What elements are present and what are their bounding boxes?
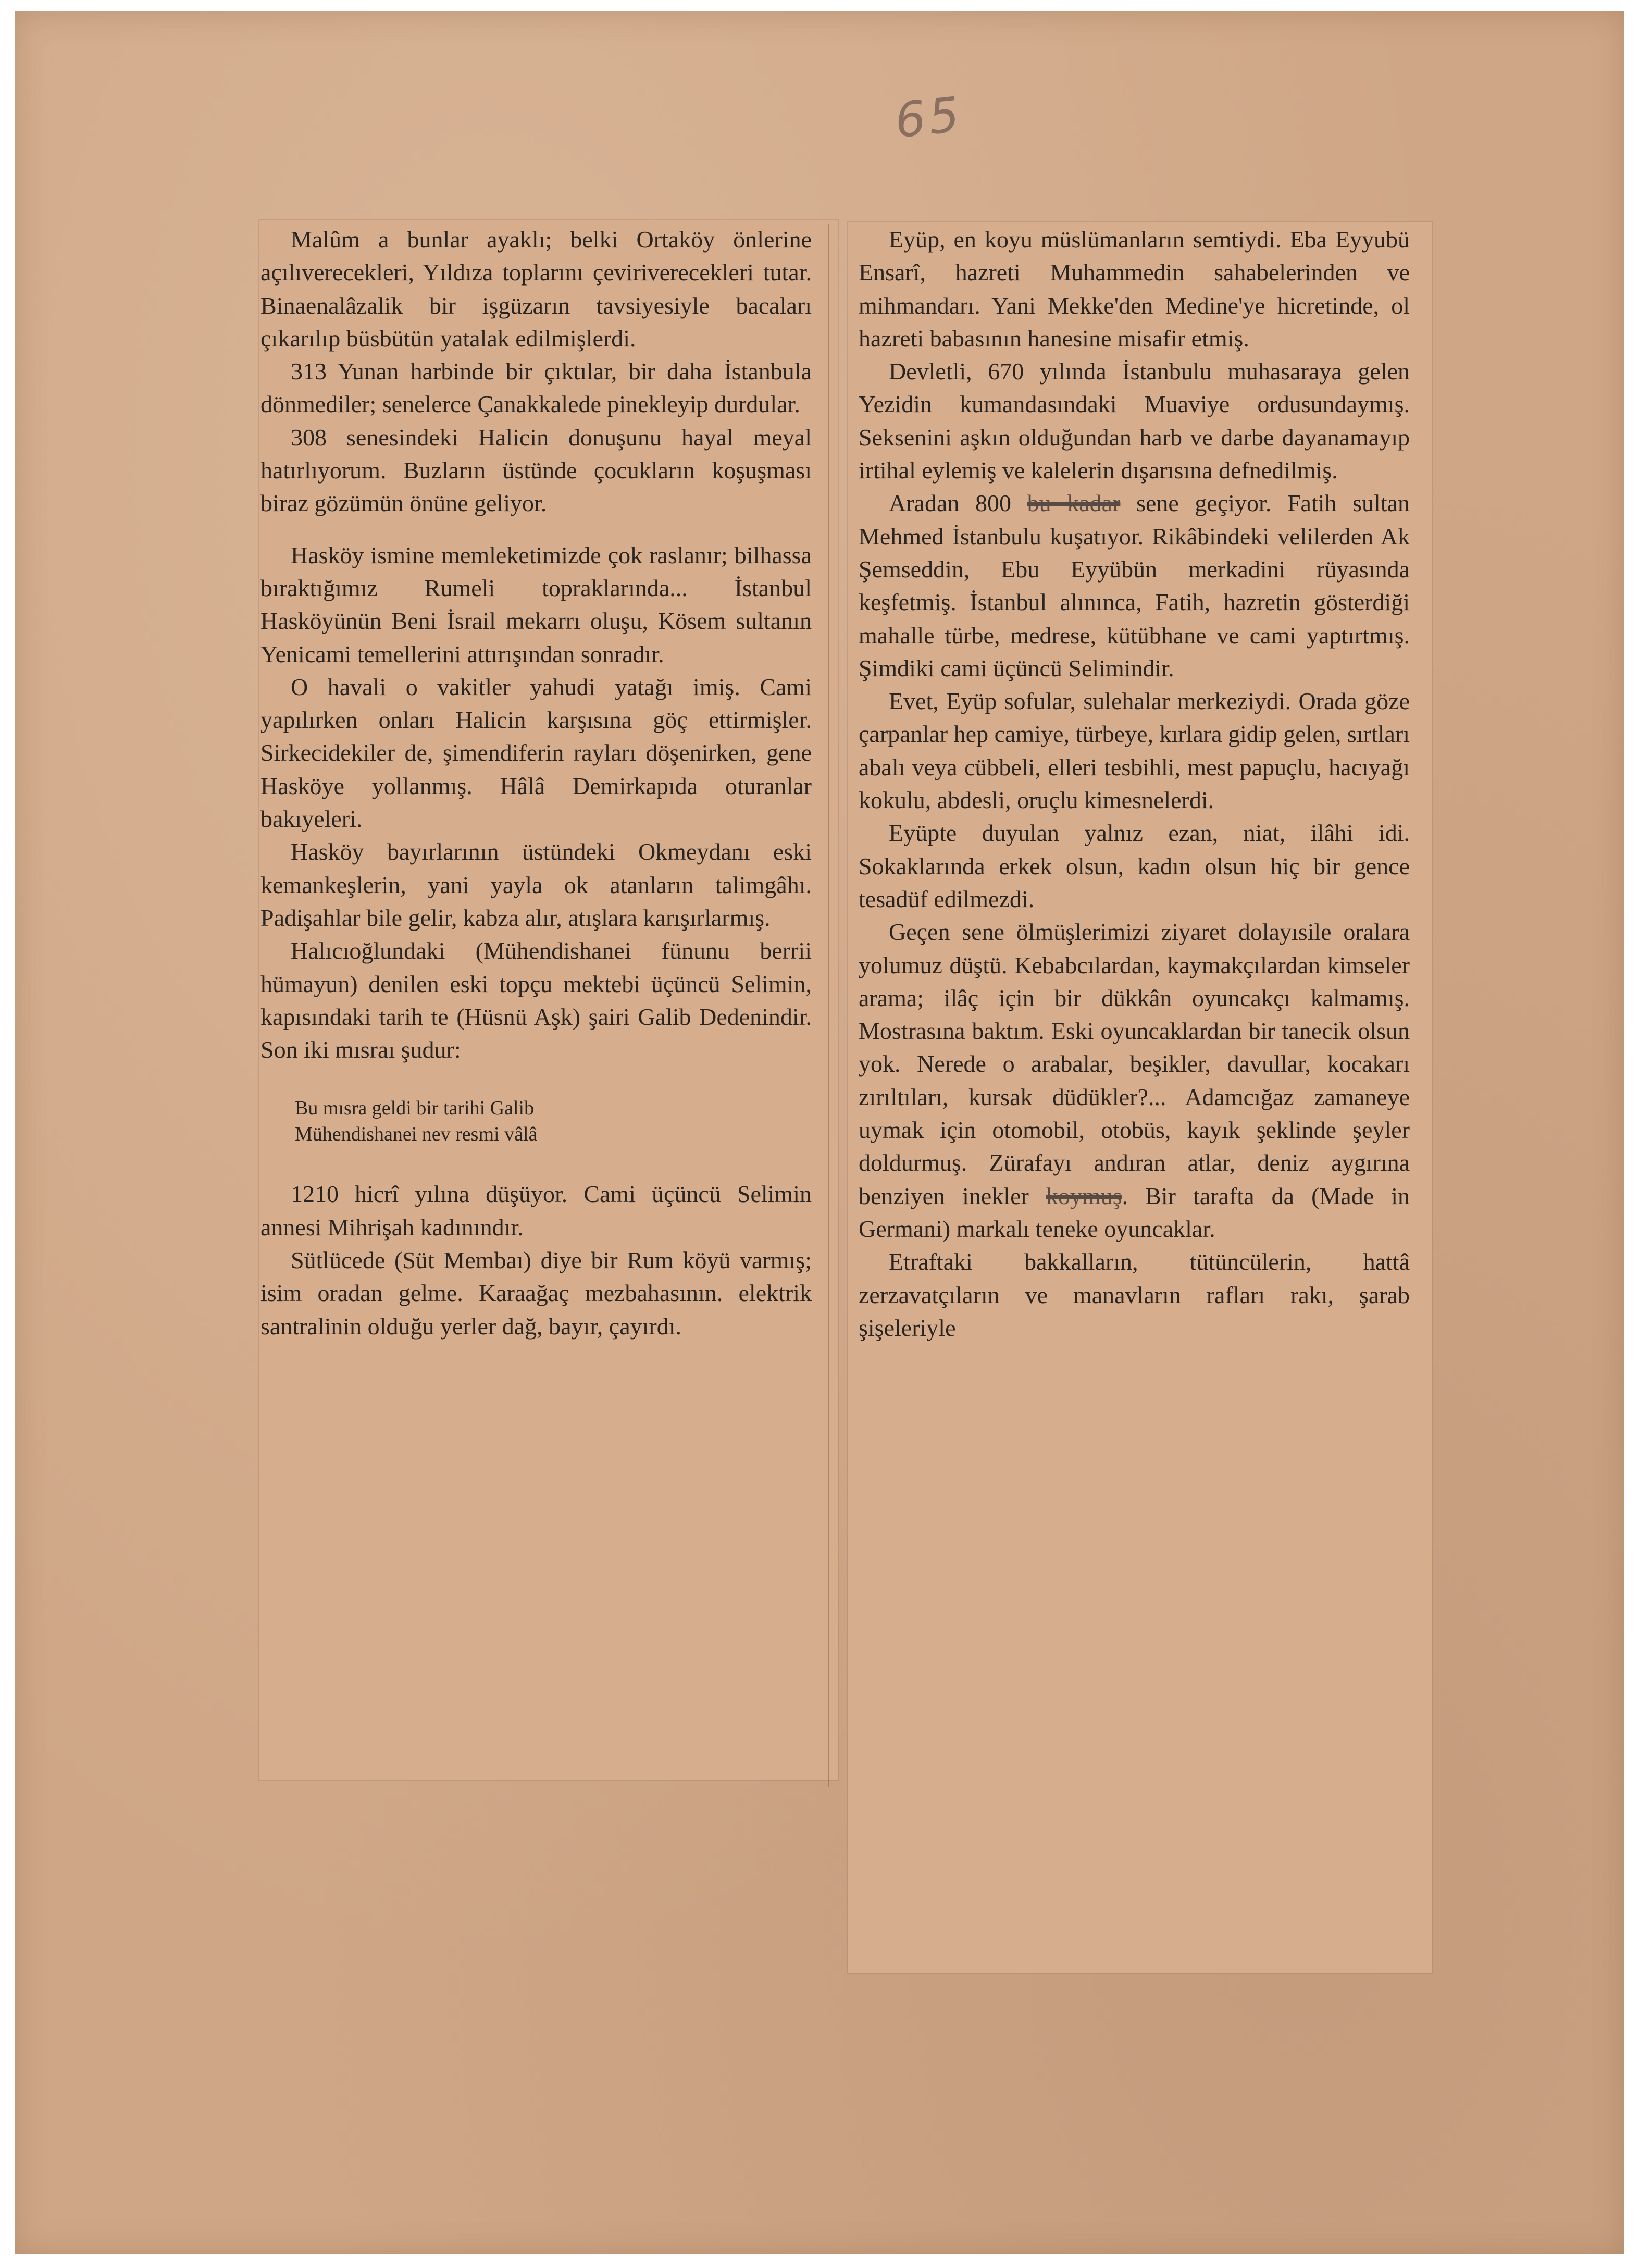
paragraph: 1210 hicrî yılına düşüyor. Cami üçüncü Selimin annesi Mihrişah kadınındır. <box>260 1181 812 1241</box>
paragraph: Evet, Eyüp sofular, sulehalar merkeziydi. Orada göze çarpanlar hep camiye, türbeye, kırlara gidip gelen, sırtları abalı veya cübbeli, elleri tesbihli, mest papuçlu, hacıyağı kokulu, abdesli, oruçlu kimesnelerdi. <box>859 688 1410 814</box>
paragraph: 313 Yunan harbinde bir çıktılar, bir daha İstanbula dönmediler; senelerce Çanakkalede pinekleyip durdular. <box>260 358 812 418</box>
paragraph: Hasköy ismine memleketimizde çok raslanır; bilhassa bıraktığımız Rumeli topraklarında... İstanbul Hasköyünün Beni İsrail mekarrı oluşu, Kösem sultanın Yenicami temellerini attırışından sonradır. <box>260 541 812 667</box>
paragraph: Eyüp, en koyu müslümanların semtiydi. Eba Eyyubü Ensarî, hazreti Muhammedin sahabelerinden ve mihmandarı. Yani Mekke'den Medine'ye hicretinde, ol hazreti babasının hanesine misafir etmiş. <box>859 226 1410 352</box>
struck-text: bu kadar <box>1027 490 1121 517</box>
text-run: . Bir tarafta da (Made in Germani) markalı teneke oyuncaklar. <box>859 1182 1410 1242</box>
paragraph: Hasköy bayırlarının üstündeki Okmeydanı eski kemankeşlerin, yani yayla ok atanların talimgâhı. Padişahlar bile gelir, kabza alır, atışlara karışırlarmış. <box>260 838 812 931</box>
right-text-column <box>859 223 1410 1344</box>
text-run: Geçen sene ölmüşlerimizi ziyaret dolayısile oralara yolumuz düştü. Kebabcılardan, kaymakçılardan kimseler arama; ilâç için bir dükkân oyuncakçı kalmamış. Mostrasına baktım. Eski oyuncaklardan bir tanecik olsun yok. Nerede o arabalar, beşikler, davullar, kocakarı zırıltıları, kursak düdükler?... Adamcığaz zamaneye uymak için otomobil, otobüs, kayık şeklinde şeyler doldurmuş. Zürafayı andıran atlar, deniz aygırına benziyen inekler <box>859 919 1410 1209</box>
verse-line: Bu mısra geldi bir tarihi Galib <box>295 1097 535 1120</box>
paragraph: O havali o vakitler yahudi yatağı imiş. Cami yapılırken onları Halicin karşısına göç ettirmişler. Sirkecidekiler de, şimendiferin rayları döşenirken, gene Hasköye yollanmış. Hâlâ Demirkapıda oturanlar bakıyeleri. <box>260 673 812 833</box>
text-run: Aradan 800 <box>889 490 1011 517</box>
paragraph: Malûm a bunlar ayaklı; belki Ortaköy önlerine açılıverecekleri, Yıldıza toplarını çeviriverecekleri tutar. Binaenalâzalik bir işgüzarın tavsiyesiyle bacaları çıkarılıp büsbütün yatalak edilmişlerdi. <box>260 226 812 352</box>
struck-text: koymuş <box>1046 1182 1122 1209</box>
verse-quote <box>295 1095 812 1147</box>
paragraph: Sütlücede (Süt Membaı) diye bir Rum köyü varmış; isim oradan gelme. Karaağaç mezbahasının. elektrik santralinin olduğu yerler dağ, bayır, çayırdı. <box>260 1247 812 1340</box>
handwritten-page-number: 65 <box>892 86 965 149</box>
paragraph: Eyüpte duyulan yalnız ezan, niat, ilâhi idi. Sokaklarında erkek olsun, kadın olsun hiç bir gence tesadüf edilmezdi. <box>859 820 1410 912</box>
paragraph <box>859 915 1410 1245</box>
paragraph: Halıcıoğlundaki (Mühendishanei fünunu berrii hümayun) denilen eski topçu mektebi üçüncü Selimin, kapısındaki tarih te (Hüsnü Aşk) şairi Galib Dedenindir. Son iki mısraı şudur: <box>260 937 812 1063</box>
left-text-column <box>260 223 812 1343</box>
paragraph: Etraftaki bakkalların, tütüncülerin, hattâ zerzavatçıların ve manavların rafları rakı, şarab şişeleriyle <box>859 1248 1410 1341</box>
column-divider <box>828 224 829 1787</box>
paragraph: 308 senesindeki Halicin donuşunu hayal meyal hatırlıyorum. Buzların üstünde çocukların koşuşması biraz gözümün önüne geliyor. <box>260 424 812 517</box>
paragraph <box>859 487 1410 685</box>
verse-line: Mühendishanei nev resmi vâlâ <box>295 1123 538 1146</box>
text-run: sene geçiyor. Fatih sultan Mehmed İstanbulu kuşatıyor. Rikâbindeki velilerden Ak Şemseddin, Ebu Eyyübün merkadini rüyasında keşfetmiş. İstanbul alınınca, Fatih, hazretin gösterdiği mahalle türbe, medrese, kütübhane ve cami yaptırtmış. Şimdiki cami üçüncü Selimindir. <box>859 490 1410 681</box>
paragraph: Devletli, 670 yılında İstanbulu muhasaraya gelen Yezidin kumandasındaki Muaviye ordusundaymış. Seksenini aşkın olduğundan harb ve darbe dayanamayıp irtihal eylemiş ve kalelerin dışarısına defnedilmiş. <box>859 358 1410 484</box>
